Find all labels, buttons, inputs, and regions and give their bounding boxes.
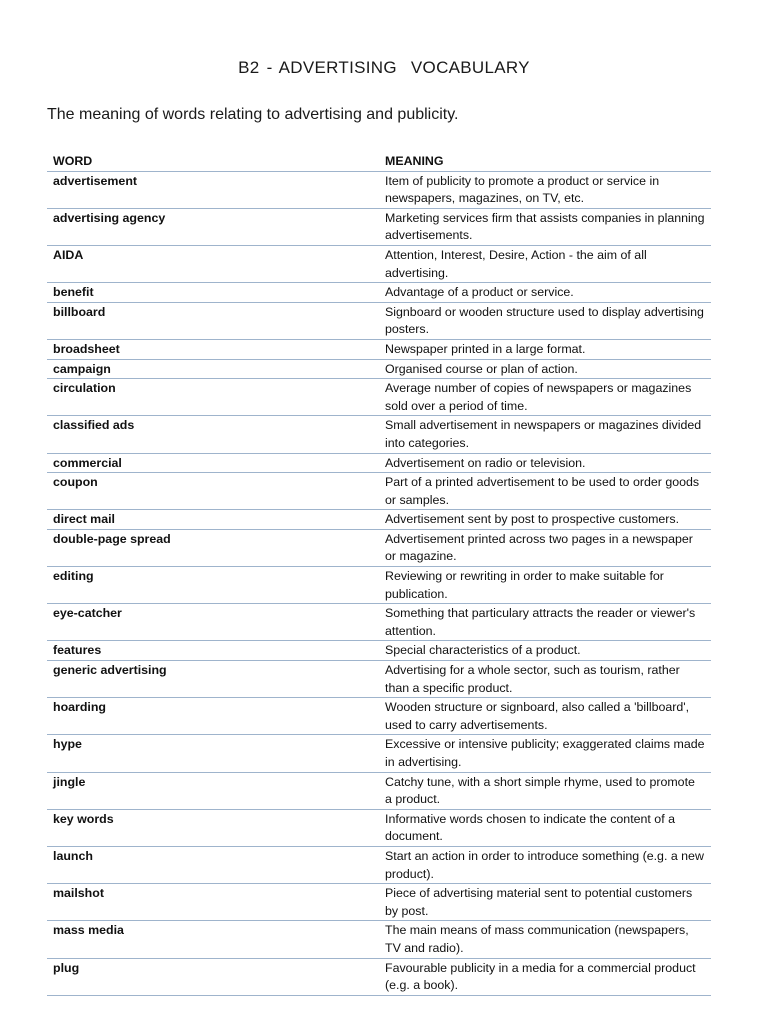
word-cell: commercial	[47, 453, 379, 473]
table-row	[47, 208, 711, 245]
meaning-cell: Catchy tune, with a short simple rhyme, used to promote a product.	[379, 772, 711, 809]
word-cell: billboard	[47, 302, 379, 339]
table-row	[47, 567, 711, 604]
word-cell: direct mail	[47, 510, 379, 530]
table-row	[47, 661, 711, 698]
meaning-column-header: MEANING	[379, 152, 711, 171]
meaning-cell: Advertisement on radio or television.	[379, 453, 711, 473]
meaning-cell: Signboard or wooden structure used to display advertising posters.	[379, 302, 711, 339]
table-row	[47, 302, 711, 339]
meaning-cell: Advertisement printed across two pages in a newspaper or magazine.	[379, 529, 711, 566]
table-row	[47, 921, 711, 958]
meaning-cell: Informative words chosen to indicate the content of a document.	[379, 809, 711, 846]
table-row	[47, 453, 711, 473]
meaning-cell: Something that particulary attracts the reader or viewer's attention.	[379, 604, 711, 641]
table-row	[47, 772, 711, 809]
meaning-cell: Start an action in order to introduce something (e.g. a new product).	[379, 846, 711, 883]
word-column-header: WORD	[47, 152, 379, 171]
meaning-cell: Marketing services firm that assists companies in planning advertisements.	[379, 208, 711, 245]
word-cell: hype	[47, 735, 379, 772]
table-row	[47, 604, 711, 641]
word-cell: double-page spread	[47, 529, 379, 566]
meaning-cell: Reviewing or rewriting in order to make suitable for publication.	[379, 567, 711, 604]
table-row	[47, 339, 711, 359]
meaning-cell: Excessive or intensive publicity; exaggerated claims made in advertising.	[379, 735, 711, 772]
word-cell: launch	[47, 846, 379, 883]
word-cell: mailshot	[47, 884, 379, 921]
word-cell: benefit	[47, 283, 379, 303]
meaning-cell: Advertisement sent by post to prospective customers.	[379, 510, 711, 530]
vocabulary-table	[47, 152, 711, 996]
word-cell: broadsheet	[47, 339, 379, 359]
table-header-row	[47, 152, 711, 171]
meaning-cell: Favourable publicity in a media for a commercial product (e.g. a book).	[379, 958, 711, 995]
meaning-cell: Average number of copies of newspapers or magazines sold over a period of time.	[379, 379, 711, 416]
table-row	[47, 416, 711, 453]
word-cell: jingle	[47, 772, 379, 809]
table-row	[47, 809, 711, 846]
word-cell: advertising agency	[47, 208, 379, 245]
table-row	[47, 735, 711, 772]
table-row	[47, 641, 711, 661]
table-row	[47, 245, 711, 282]
meaning-cell: Organised course or plan of action.	[379, 359, 711, 379]
table-row	[47, 379, 711, 416]
word-cell: editing	[47, 567, 379, 604]
word-cell: classified ads	[47, 416, 379, 453]
word-cell: eye-catcher	[47, 604, 379, 641]
meaning-cell: The main means of mass communication (newspapers, TV and radio).	[379, 921, 711, 958]
vocabulary-table-body	[47, 171, 711, 995]
table-row	[47, 510, 711, 530]
meaning-cell: Part of a printed advertisement to be used to order goods or samples.	[379, 473, 711, 510]
meaning-cell: Attention, Interest, Desire, Action - the aim of all advertising.	[379, 245, 711, 282]
table-row	[47, 283, 711, 303]
word-cell: circulation	[47, 379, 379, 416]
word-cell: hoarding	[47, 698, 379, 735]
table-row	[47, 884, 711, 921]
meaning-cell: Special characteristics of a product.	[379, 641, 711, 661]
word-cell: generic advertising	[47, 661, 379, 698]
intro-text: The meaning of words relating to advertising and publicity.	[47, 106, 459, 123]
word-cell: advertisement	[47, 171, 379, 208]
meaning-cell: Advantage of a product or service.	[379, 283, 711, 303]
meaning-cell: Small advertisement in newspapers or magazines divided into categories.	[379, 416, 711, 453]
meaning-cell: Newspaper printed in a large format.	[379, 339, 711, 359]
word-cell: features	[47, 641, 379, 661]
meaning-cell: Piece of advertising material sent to potential customers by post.	[379, 884, 711, 921]
table-row	[47, 846, 711, 883]
meaning-cell: Item of publicity to promote a product or service in newspapers, magazines, on TV, etc.	[379, 171, 711, 208]
word-cell: coupon	[47, 473, 379, 510]
word-cell: mass media	[47, 921, 379, 958]
word-cell: AIDA	[47, 245, 379, 282]
word-cell: key words	[47, 809, 379, 846]
page-title: B2 - ADVERTISING VOCABULARY	[238, 58, 530, 77]
table-row	[47, 698, 711, 735]
table-row	[47, 473, 711, 510]
word-cell: plug	[47, 958, 379, 995]
meaning-cell: Wooden structure or signboard, also called a 'billboard', used to carry advertisements.	[379, 698, 711, 735]
table-row	[47, 171, 711, 208]
table-row	[47, 529, 711, 566]
table-row	[47, 359, 711, 379]
word-cell: campaign	[47, 359, 379, 379]
table-row	[47, 958, 711, 995]
meaning-cell: Advertising for a whole sector, such as tourism, rather than a specific product.	[379, 661, 711, 698]
